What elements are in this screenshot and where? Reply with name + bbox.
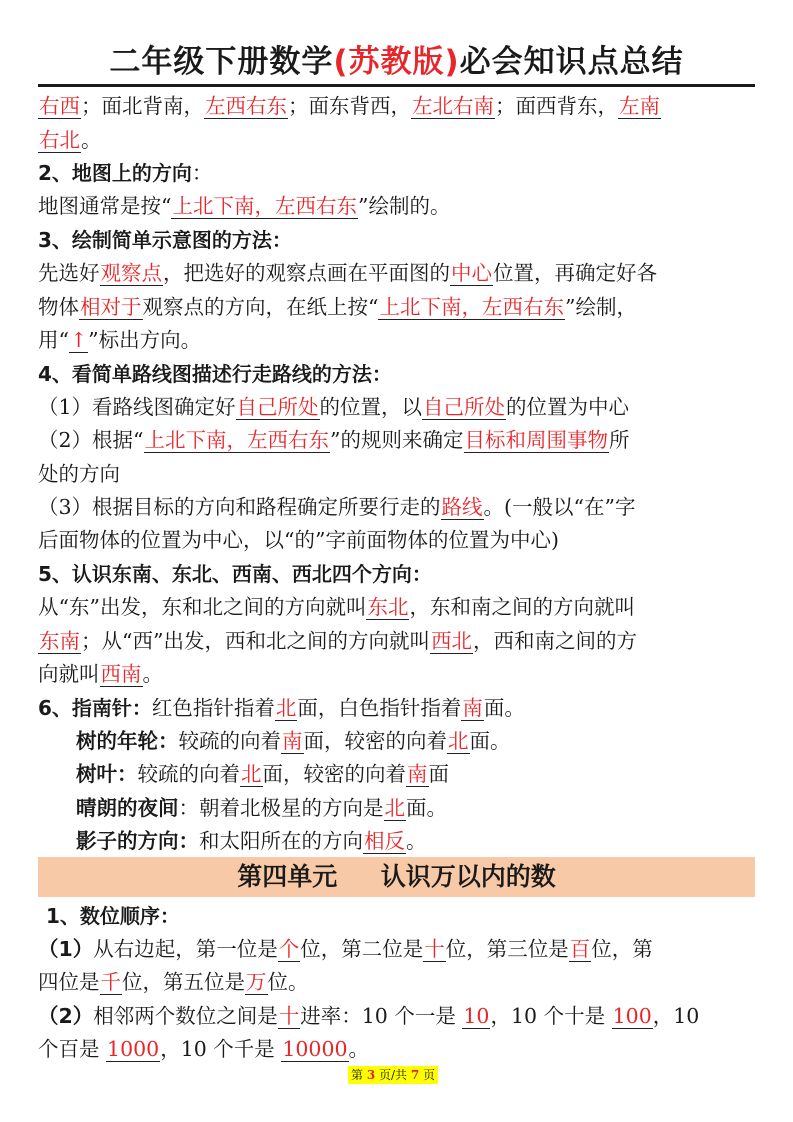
answer-blank: 北 [241,762,262,786]
text-line: （2）相邻两个数位之间是十进率：10 个一是 10，10 个十是 100，10 [38,1004,700,1028]
answer-blank: 右北 [39,128,80,152]
text-line: （2）根据“上北下南，左西右东”的规则来确定目标和周围事物所 [38,428,630,452]
answer-blank: 个 [278,937,300,961]
text-line: 处的方向 [38,462,120,486]
section-heading: 1、数位顺序： [46,904,180,928]
text-line: （3）根据目标的方向和路程确定所要行走的路线。(一般以“在”字 [38,495,636,519]
answer-blank: 西南 [100,662,142,686]
answer-blank: 自己所处 [236,395,319,419]
unit-banner: 第四单元 认识万以内的数 [38,857,755,897]
text-line: 地图通常是按“上北下南，左西右东”绘制的。 [38,194,451,218]
answer-blank: 相反 [364,829,405,853]
section-heading: 2、地图上的方向： [38,161,213,185]
text-line: 从“东”出发，东和北之间的方向就叫东北，东和南之间的方向就叫 [38,595,635,619]
answer-blank: 10 [463,1004,490,1028]
text-line: 个百是 1000，10 个千是 10000。 [38,1037,370,1061]
text-line: （1）从右边起，第一位是个位，第二位是十位，第三位是百位，第 [38,937,653,961]
answer-blank: 中心 [451,261,492,285]
answer-blank: 100 [612,1004,652,1028]
section-heading: 5、认识东南、东北、西南、西北四个方向： [38,562,432,586]
answer-blank: 北 [275,696,297,720]
text-line: 用“↑”标出方向。 [38,328,202,352]
text-line: 东南；从“西”出发，西和北之间的方向就叫西北，西和南之间的方 [39,629,637,653]
text-line: 树的年轮：较疏的向着南面，较密的向着北面。 [76,729,511,753]
answer-blank: 上北下南，左西右东 [144,428,330,452]
text-line: 向就叫西南。 [38,662,163,686]
answer-blank: 左西右东 [205,94,287,118]
section-heading: 4、看简单路线图描述行走路线的方法： [38,362,392,386]
text-line: （1）看路线图确定好自己所处的位置，以自己所处的位置为中心 [38,395,630,419]
answer-blank: 上北下南，左西右东 [172,194,357,218]
answer-blank: 南 [462,696,483,720]
text-line: 6、指南针：红色指针指着北面，白色指针指着南面。 [38,696,525,720]
answer-blank: 东南 [39,629,80,653]
answer-blank: 西北 [430,629,472,653]
answer-blank: 南 [282,729,303,753]
answer-blank: 目标和周围事物 [464,428,609,452]
text-line: 物体相对于观察点的方向，在纸上按“上北下南，左西右东”绘制， [38,295,637,319]
answer-blank: 右西 [39,94,80,118]
answer-blank: 东北 [367,595,409,619]
answer-blank: 千 [100,970,121,994]
answer-blank: 左北右南 [412,94,494,118]
page-number: 第 3 页/共 7 页 [348,1066,438,1084]
text-line: 树叶：较疏的向着北面，较密的向着南面 [76,762,449,786]
section-heading: 3、绘制简单示意图的方法： [38,228,292,252]
text-line: 影子的方向：和太阳所在的方向相反。 [76,829,427,853]
answer-blank: 上北下南，左西右东 [379,295,564,319]
page-title: 二年级下册数学(苏教版)必会知识点总结 [38,40,755,87]
answer-blank: 北 [448,729,469,753]
answer-blank: 万 [246,970,267,994]
text-line: 先选好观察点，把选好的观察点画在平面图的中心位置，再确定好各 [38,261,657,285]
answer-blank: 北 [384,796,405,820]
answer-blank: 相对于 [80,295,142,319]
text-line: 右北。 [39,128,102,152]
text-line: 右西；面北背南，左西右东；面东背西，左北右南；面西背东，左南 [39,94,660,118]
answer-blank: 南 [407,762,428,786]
answer-blank: 路线 [441,495,483,519]
answer-blank: 十 [278,1004,300,1028]
answer-blank: 10000 [282,1037,348,1061]
text-line: 后面物体的位置为中心，以“的”字前面物体的位置为中心) [38,528,559,552]
text-line: 晴朗的夜间：朝着北极星的方向是北面。 [76,796,447,820]
answer-blank: 1000 [107,1037,160,1061]
answer-blank: ↑ [69,328,88,352]
answer-blank: 左南 [619,94,660,118]
text-line: 四位是千位，第五位是万位。 [38,970,309,994]
answer-blank: 十 [424,937,445,961]
answer-blank: 观察点 [100,261,162,285]
answer-blank: 自己所处 [423,395,506,419]
answer-blank: 百 [569,937,591,961]
